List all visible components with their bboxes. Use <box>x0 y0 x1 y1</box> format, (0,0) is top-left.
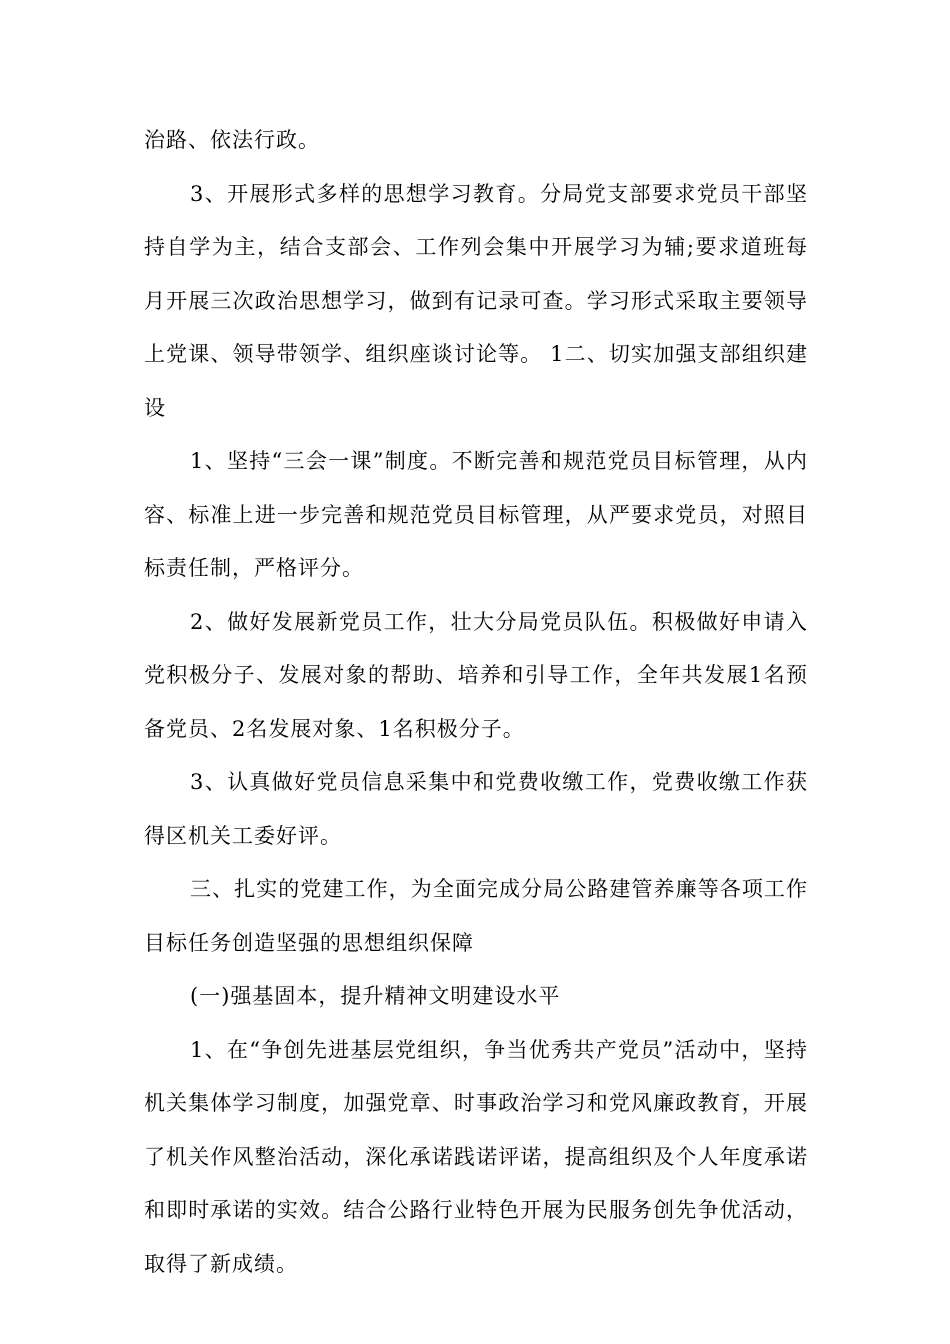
paragraph-excellence-activity: 1、在“争创先进基层党组织，争当优秀共产党员”活动中，坚持机关集体学习制度，加强党章、时事政治学习和党风廉政教育，开展了机关作风整治活动，深化承诺践诺评诺，提高组织及个人年度承诺和即时承诺的实效。结合公路行业特色开展为民服务创先争优活动，取得了新成绩。 <box>144 1037 808 1276</box>
document-body <box>144 114 808 1291</box>
paragraph-continuation: 治路、依法行政。 <box>144 128 320 152</box>
section-heading-three: 三、扎实的党建工作，为全面完成分局公路建管养廉等各项工作目标任务创造坚强的思想组织保障 <box>144 877 808 955</box>
paragraph-study-education: 3、开展形式多样的思想学习教育。分局党支部要求党员干部坚持自学为主，结合支部会、工作列会集中开展学习为辅;要求道班每月开展三次政治思想学习，做到有记录可查。学习形式采取主要领导上党课、领导带领学、组织座谈讨论等。 1二、切实加强支部组织建设 <box>144 181 808 420</box>
subsection-heading-one: (一)强基固本，提升精神文明建设水平 <box>190 984 561 1008</box>
paragraph-three-meetings: 1、坚持“三会一课”制度。不断完善和规范党员目标管理，从内容、标准上进一步完善和规范党员目标管理，从严要求党员，对照目标责任制，严格评分。 <box>144 449 808 580</box>
paragraph-member-info: 3、认真做好党员信息采集中和党费收缴工作，党费收缴工作获得区机关工委好评。 <box>144 770 808 848</box>
paragraph-new-members: 2、做好发展新党员工作，壮大分局党员队伍。积极做好申请入党积极分子、发展对象的帮助、培养和引导工作，全年共发展1名预备党员、2名发展对象、1名积极分子。 <box>144 609 808 741</box>
